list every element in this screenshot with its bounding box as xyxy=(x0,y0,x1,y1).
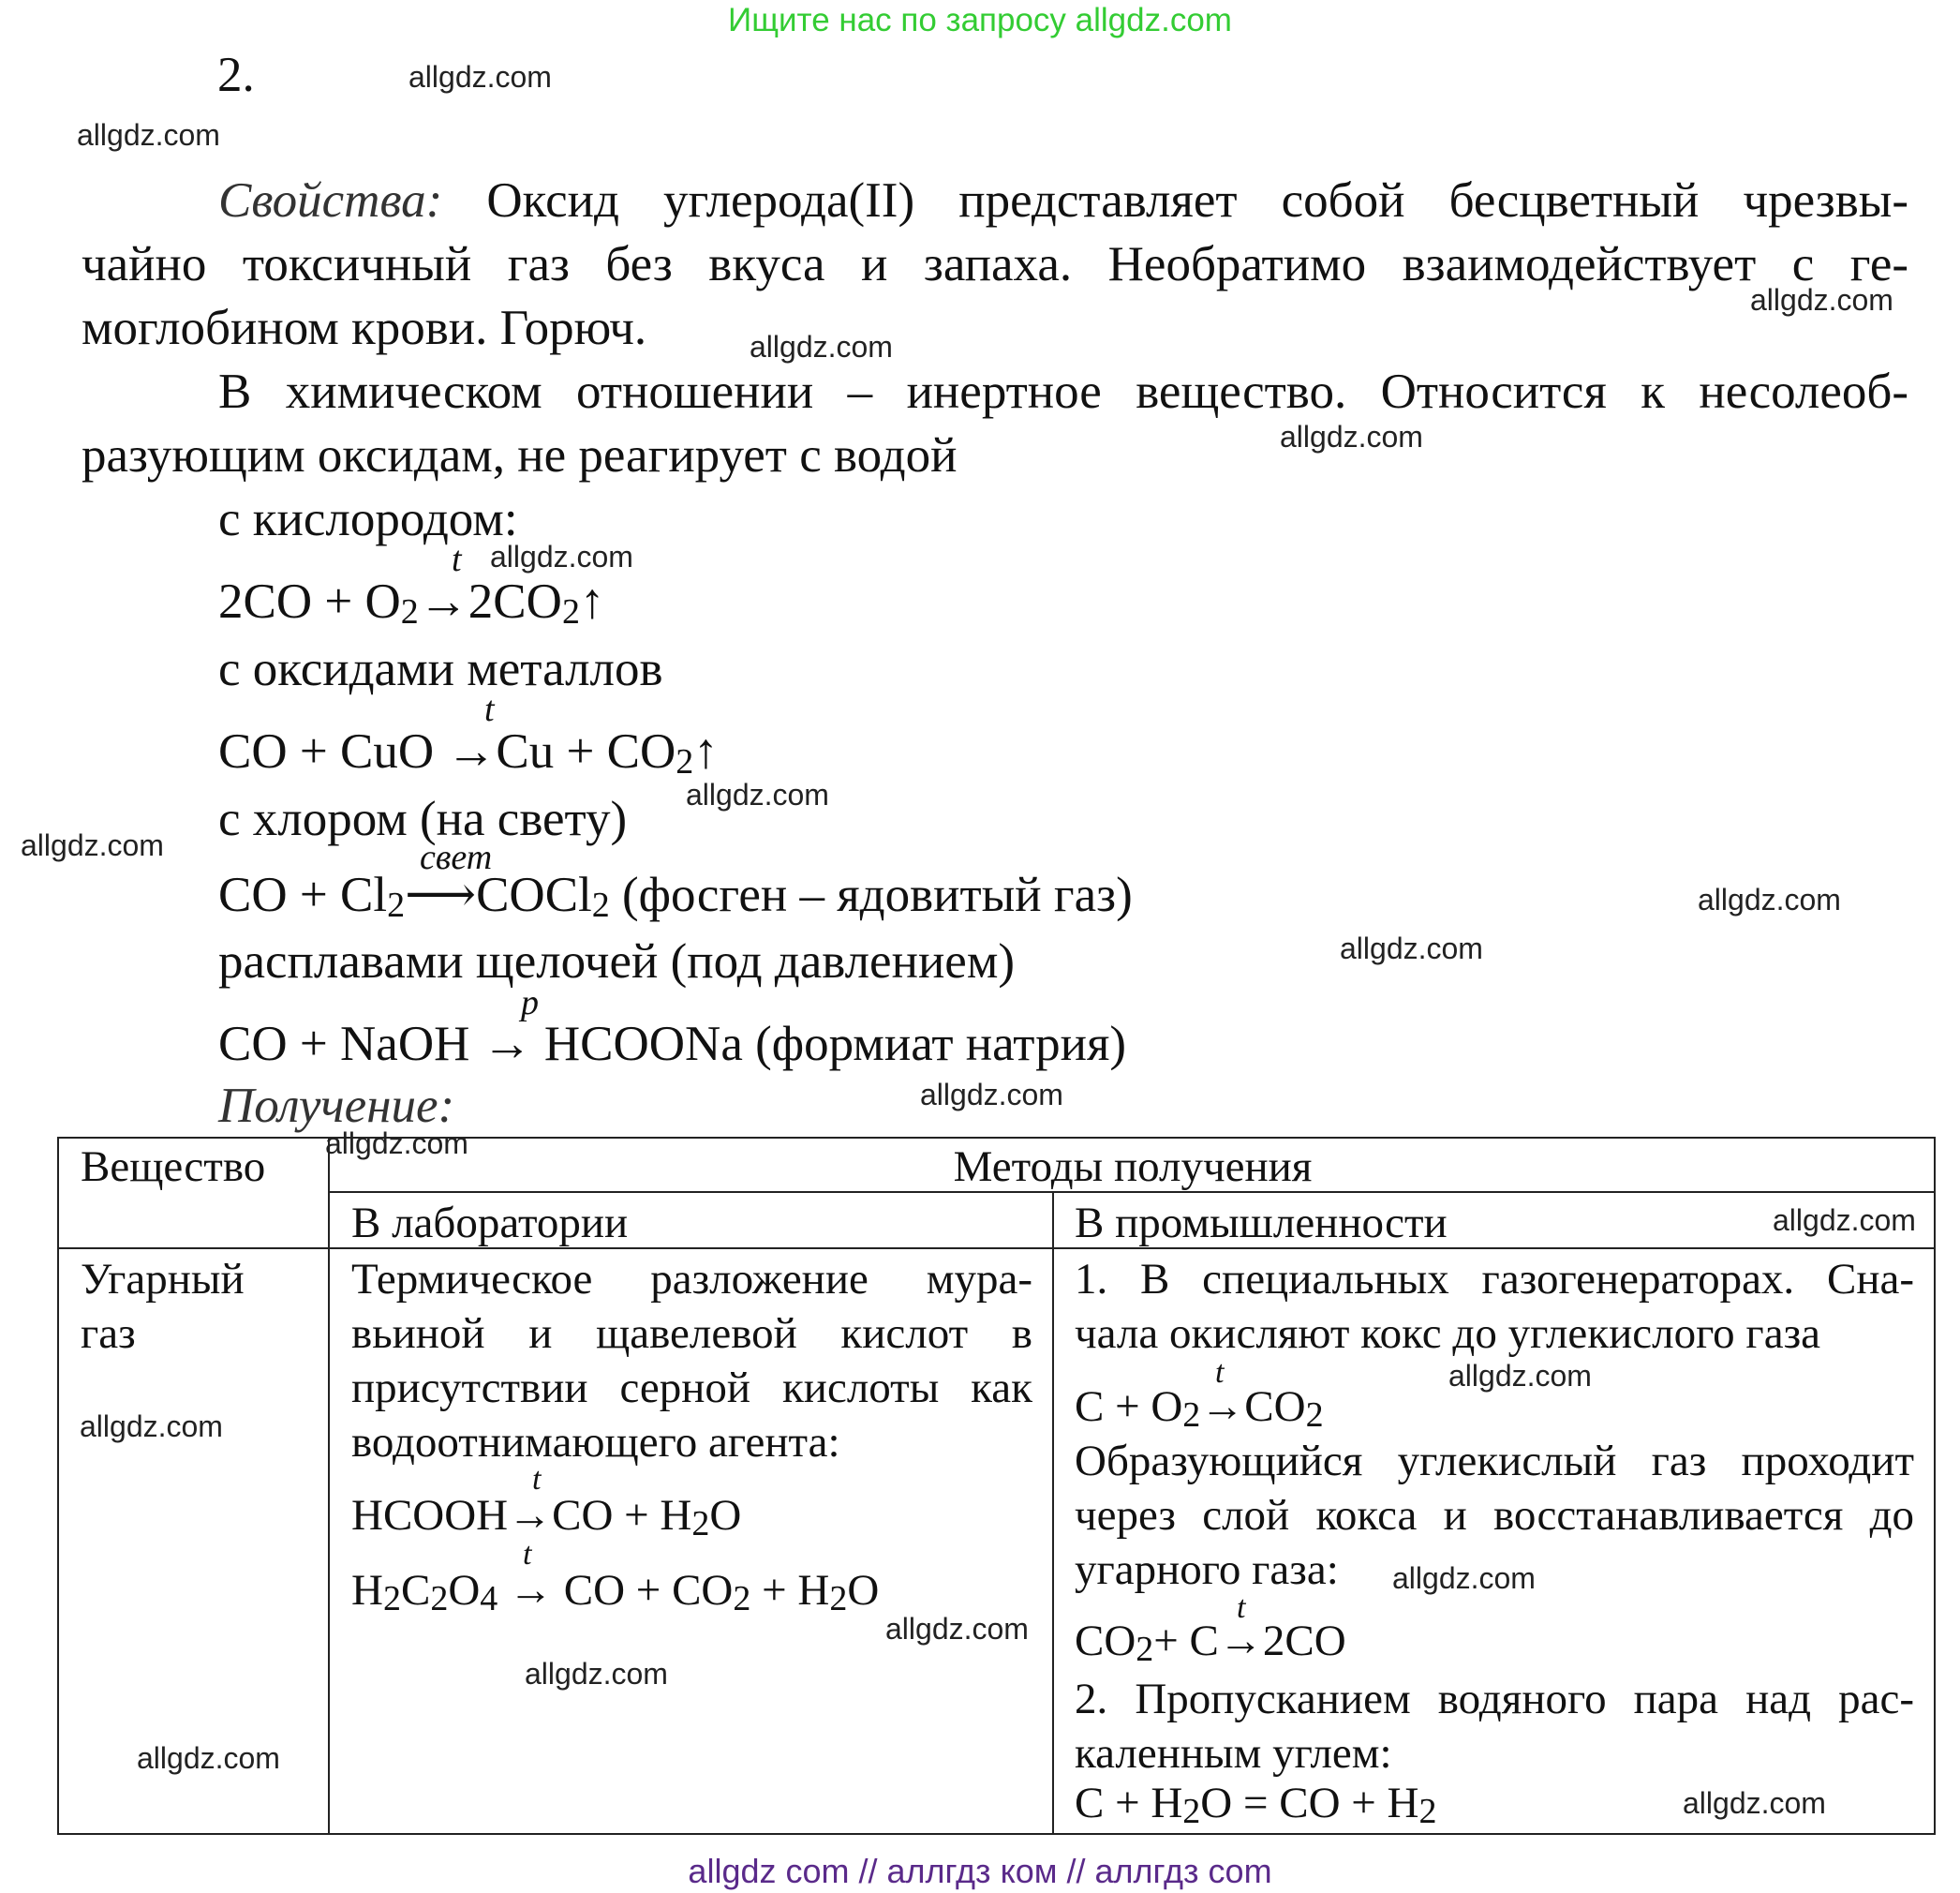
ind-equation-3 xyxy=(1075,1778,1437,1831)
lab-eq2-s5: 2 xyxy=(829,1579,848,1618)
ind-eq2-right: 2CO xyxy=(1262,1617,1346,1665)
ind-eq1-sub: 2 xyxy=(1182,1395,1201,1435)
ind-eq2-left: CO xyxy=(1075,1617,1136,1665)
watermark: allgdz.com xyxy=(490,540,633,574)
lab-eq1-right: CO + H xyxy=(552,1491,692,1540)
ind-eq2-arrow: → xyxy=(1218,1617,1263,1665)
table-divider-1 xyxy=(328,1137,330,1835)
industry-line-3: Образующийся углекислый газ проходит xyxy=(1075,1437,1914,1485)
ind-eq2-mid: + C xyxy=(1153,1617,1219,1665)
eq4-arrow: → xyxy=(482,1017,532,1071)
properties-line-3: моглобином крови. Горюч. xyxy=(82,301,647,355)
watermark: allgdz.com xyxy=(885,1612,1029,1646)
ind-condition-2: t xyxy=(1237,1590,1246,1625)
lab-condition-1: t xyxy=(532,1462,542,1497)
equation-alkali xyxy=(218,1016,1126,1072)
reaction-label-metal-oxides: с оксидами металлов xyxy=(218,642,663,696)
watermark: allgdz.com xyxy=(80,1409,223,1443)
reaction-label-chlorine: с хлором (на свету) xyxy=(218,792,628,846)
watermark: allgdz.com xyxy=(1698,883,1841,917)
table-divider-h2 xyxy=(57,1247,1936,1249)
lab-line-3: присутствии серной кислоты как xyxy=(351,1364,1032,1412)
eq2-right: Cu + CO xyxy=(496,724,676,779)
lab-eq2-right: CO + CO xyxy=(563,1566,734,1615)
chem-line-2: разующим оксидам, не реагирует с водой xyxy=(82,428,958,483)
watermark: allgdz.com xyxy=(21,828,164,862)
properties-text-1: Оксид углерода(II) представляет собой бесцветный чрезвы- xyxy=(442,173,1908,228)
lab-line-4: водоотнимающего агента: xyxy=(351,1418,840,1467)
watermark: allgdz.com xyxy=(1392,1561,1536,1595)
watermark: allgdz.com xyxy=(686,778,829,812)
chem-line-1: В химическом отношении – инертное вещество. Относится к несолеоб- xyxy=(218,365,1908,419)
eq3-tail: (фосген – ядовитый газ) xyxy=(609,868,1133,922)
watermark: allgdz.com xyxy=(1750,283,1893,317)
eq3-arrow: ⟶ xyxy=(405,868,477,922)
header-methods: Методы получения xyxy=(953,1142,1313,1191)
substance-line-2: газ xyxy=(81,1309,136,1358)
properties-line-1 xyxy=(82,169,1908,232)
eq2-tail: ↑ xyxy=(693,724,719,779)
ind-equation-2 xyxy=(1075,1616,1346,1669)
lab-eq2-s1: 2 xyxy=(382,1579,401,1618)
condition-t-2: t xyxy=(484,690,495,729)
watermark: allgdz.com xyxy=(1683,1786,1826,1820)
lab-eq2-arrow: → xyxy=(497,1566,564,1615)
properties-line-2: чайно токсичный газ без вкуса и запаха. Необратимо взаимодействует с ге- xyxy=(82,237,1908,291)
lab-eq1-end: O xyxy=(709,1491,742,1540)
eq3-sub1: 2 xyxy=(387,886,406,925)
eq4-right: HCOONa (формиат натрия) xyxy=(531,1017,1126,1071)
lab-line-1: Термическое разложение мура- xyxy=(351,1255,1032,1304)
substance-line-1: Угарный xyxy=(81,1255,245,1304)
lab-eq2-s3: 4 xyxy=(480,1579,498,1618)
lab-equation-1 xyxy=(351,1490,741,1541)
industry-line-6: 2. Пропусканием водяного пара над рас- xyxy=(1075,1675,1914,1723)
eq2-sub: 2 xyxy=(676,742,694,782)
equation-chlorine xyxy=(218,866,1133,923)
eq1-sub2: 2 xyxy=(561,592,580,632)
ind-eq1-arrow: → xyxy=(1200,1382,1245,1431)
ind-eq2-sub: 2 xyxy=(1136,1630,1154,1669)
lab-eq1-sub: 2 xyxy=(691,1504,710,1543)
lab-eq2-o: O xyxy=(448,1566,481,1615)
watermark: allgdz.com xyxy=(920,1078,1063,1111)
condition-light: свет xyxy=(420,838,493,877)
lab-eq2-right2: + H xyxy=(750,1566,830,1615)
industry-line-7: каленным углем: xyxy=(1075,1729,1392,1778)
reaction-label-oxygen: с кислородом: xyxy=(218,492,518,546)
eq3-right: COCl xyxy=(476,868,592,922)
watermark: allgdz.com xyxy=(408,60,552,94)
ind-equation-1 xyxy=(1075,1381,1324,1435)
watermark: allgdz.com xyxy=(525,1657,668,1691)
ind-eq3-sub2: 2 xyxy=(1418,1792,1437,1831)
watermark: allgdz.com xyxy=(1773,1203,1916,1237)
industry-line-1: 1. В специальных газогенераторах. Сна- xyxy=(1075,1255,1914,1304)
eq3-left: CO + Cl xyxy=(218,868,388,922)
condition-p: p xyxy=(521,983,539,1022)
eq1-sub1: 2 xyxy=(400,592,419,632)
lab-equation-2 xyxy=(351,1565,879,1616)
lab-eq2-s2: 2 xyxy=(430,1579,449,1618)
equation-metal-oxides xyxy=(218,723,719,780)
ind-condition-1: t xyxy=(1215,1355,1225,1390)
ind-eq1-left: C + O xyxy=(1075,1382,1183,1431)
watermark: allgdz.com xyxy=(137,1741,280,1775)
lab-line-2: вьиной и щавелевой кислот в xyxy=(351,1309,1032,1358)
lab-eq1-left: HCOOH xyxy=(351,1491,509,1540)
industry-line-2: чала окисляют кокс до углекислого газа xyxy=(1075,1309,1820,1358)
header-industry: В промышленности xyxy=(1075,1199,1448,1247)
watermark: allgdz.com xyxy=(1340,932,1483,965)
lab-eq2-h: H xyxy=(351,1566,383,1615)
eq1-arrow: → xyxy=(418,574,468,629)
task-number: 2. xyxy=(217,48,255,102)
footer-links: allgdz com // аллгдз ком // аллгдз com xyxy=(688,1852,1272,1890)
lab-eq2-c: C xyxy=(400,1566,431,1615)
condition-t-1: t xyxy=(452,540,462,579)
header-lab: В лаборатории xyxy=(351,1199,629,1247)
watermark: allgdz.com xyxy=(325,1126,468,1160)
table-divider-2 xyxy=(1052,1192,1054,1835)
ind-eq1-right: CO xyxy=(1244,1382,1306,1431)
watermark: allgdz.com xyxy=(1448,1359,1592,1393)
properties-label: Свойства: xyxy=(218,173,443,228)
ind-eq3-sub: 2 xyxy=(1182,1792,1201,1831)
industry-line-4: через слой кокса и восстанавливается до xyxy=(1075,1491,1914,1540)
eq1-left: 2CO + O xyxy=(218,574,401,629)
obtaining-label: Получение: xyxy=(218,1079,455,1133)
eq1-right: 2CO xyxy=(468,574,562,629)
eq3-sub2: 2 xyxy=(591,886,610,925)
watermark: allgdz.com xyxy=(750,330,893,364)
top-banner: Ищите нас по запросу allgdz.com xyxy=(728,2,1232,38)
ind-eq1-sub2: 2 xyxy=(1305,1395,1324,1435)
ind-eq3-left: C + H xyxy=(1075,1779,1183,1827)
lab-condition-2: t xyxy=(523,1537,532,1572)
lab-eq2-end: O xyxy=(847,1566,880,1615)
eq2-left: CO + CuO xyxy=(218,724,447,779)
equation-oxygen xyxy=(218,574,604,630)
header-substance: Вещество xyxy=(81,1142,266,1191)
eq2-arrow: → xyxy=(446,724,497,779)
industry-line-5: угарного газа: xyxy=(1075,1545,1339,1594)
ind-eq3-right: O = CO + H xyxy=(1200,1779,1419,1827)
eq4-left: CO + NaOH xyxy=(218,1017,483,1071)
watermark: allgdz.com xyxy=(1280,420,1423,454)
reaction-label-alkali: расплавами щелочей (под давлением) xyxy=(218,934,1016,989)
watermark: allgdz.com xyxy=(77,118,220,152)
eq1-tail: ↑ xyxy=(579,574,605,629)
lab-eq2-s4: 2 xyxy=(733,1579,751,1618)
lab-eq1-arrow: → xyxy=(508,1491,553,1540)
